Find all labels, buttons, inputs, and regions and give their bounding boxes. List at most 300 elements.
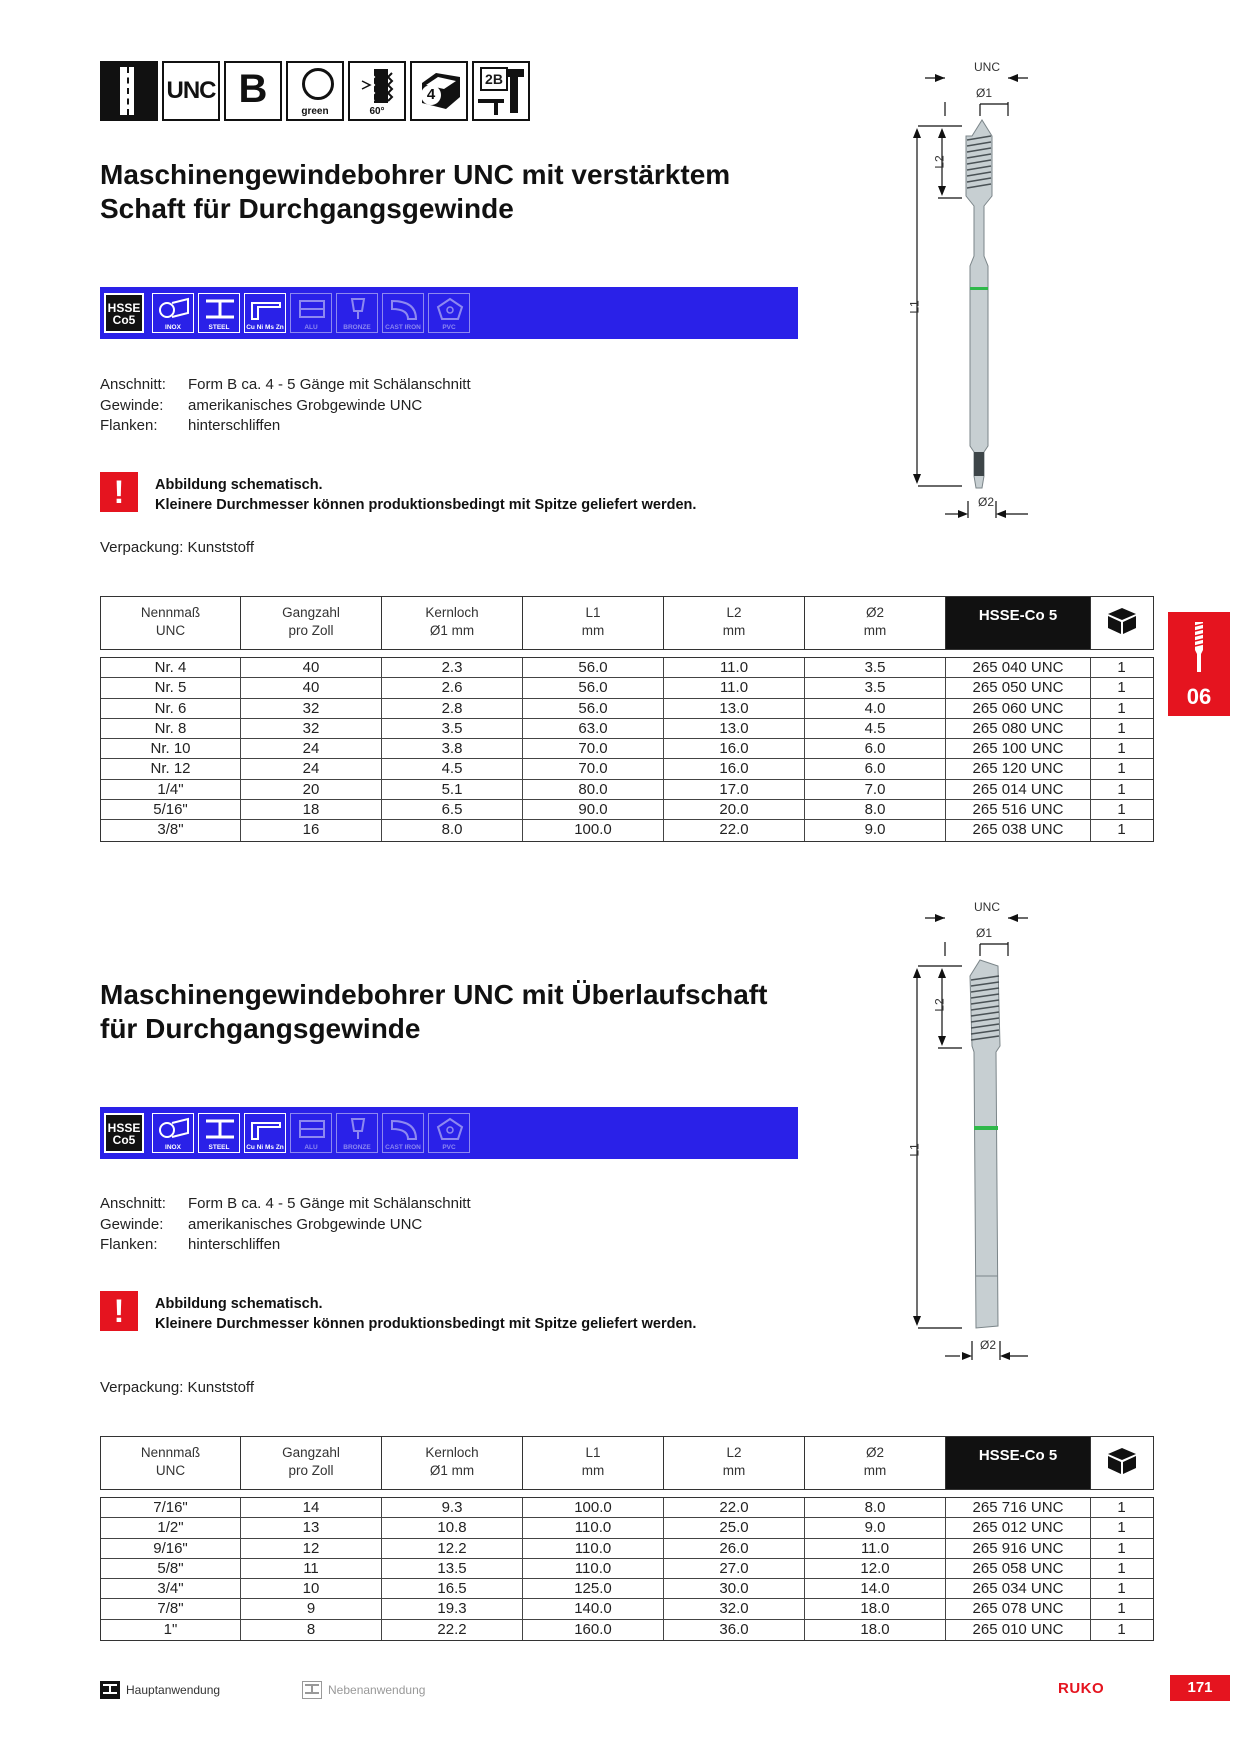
header-line1: L2 [726, 1445, 742, 1460]
table-row [101, 678, 1153, 698]
tap-drawing-2 [900, 896, 1040, 1361]
header-line2: mm [581, 1463, 605, 1478]
section-2-packaging: Verpackung: Kunststoff [100, 1379, 254, 1396]
header-gangzahl [241, 597, 382, 649]
cell-nennmass: 7/16" [101, 1498, 241, 1517]
cell-kernloch: 3.5 [382, 719, 523, 738]
hsse-badge-line2: Co5 [112, 313, 136, 327]
cell-gangzahl: 20 [241, 780, 382, 799]
cell-d2: 14.0 [805, 1579, 946, 1598]
section-1-title-line2: Schaft für Durchgangsgewinde [100, 193, 514, 224]
chapter-tab [1168, 612, 1230, 716]
table-row [101, 1579, 1153, 1599]
info-value: amerikanisches Grobgewinde UNC [188, 396, 423, 414]
cell-l1: 56.0 [523, 678, 664, 697]
header-line2: pro Zoll [288, 1463, 334, 1478]
cell-article-number: 265 014 UNC [946, 780, 1091, 799]
cell-quantity: 1 [1117, 801, 1126, 819]
cell-l2: 26.0 [664, 1539, 805, 1558]
cell-gangzahl: 12 [241, 1539, 382, 1558]
header-package [1091, 597, 1152, 649]
info-value: Form B ca. 4 - 5 Gänge mit Schälanschnitt [188, 1195, 471, 1212]
header-hsse-co5: HSSE-Co 5 [946, 1437, 1091, 1489]
cell-l1: 56.0 [523, 658, 664, 677]
material-label: INOX [165, 324, 181, 331]
header-line2: pro Zoll [288, 623, 334, 638]
cell-d2: 18.0 [805, 1620, 946, 1640]
tolerance-label: 2B [480, 67, 508, 91]
cell-article-number: 265 040 UNC [946, 658, 1091, 677]
table-row [101, 658, 1153, 678]
cell-l1: 63.0 [523, 719, 664, 738]
d1-label: Ø1 [976, 926, 993, 940]
warning-line2: Kleinere Durchmesser können produktionsbedingt mit Spitze geliefert werden. [155, 1316, 697, 1332]
warning-icon: ! [100, 472, 138, 512]
header-l1 [523, 1437, 664, 1489]
material-inox-icon [152, 293, 194, 333]
thread-angle-icon [348, 61, 406, 121]
cell-l2: 22.0 [664, 820, 805, 840]
hsse-badge-line2: Co5 [112, 1133, 136, 1147]
material-pvc-icon [428, 1113, 470, 1153]
cell-l1: 100.0 [523, 820, 664, 840]
section-1-table-header [100, 596, 1154, 650]
d2-label: Ø2 [980, 1338, 997, 1352]
header-line1: Ø2 [865, 1445, 884, 1460]
table-row [101, 1539, 1153, 1559]
warning-line2: Kleinere Durchmesser können produktionsbedingt mit Spitze geliefert werden. [155, 497, 697, 513]
cell-nennmass: 5/16" [101, 800, 241, 819]
section-1-packaging: Verpackung: Kunststoff [100, 539, 254, 556]
chamfer-form-label: B [238, 67, 268, 111]
cell-article-number: 265 120 UNC [946, 759, 1091, 778]
material-label: ALU [304, 1144, 318, 1151]
table-row [101, 820, 1153, 840]
cell-nennmass: Nr. 6 [101, 699, 241, 718]
material-label: BRONZE [343, 1144, 371, 1151]
cell-d2: 6.0 [805, 739, 946, 758]
material-label: CAST IRON [385, 1144, 421, 1151]
section-1-info [100, 375, 471, 437]
header-line2: UNC [155, 623, 186, 638]
header-line1: Nennmaß [140, 1445, 201, 1460]
section-1-title [100, 158, 820, 226]
hsse-badge-line1: HSSE [107, 1121, 141, 1135]
warning-line1: Abbildung schematisch. [155, 1296, 323, 1312]
thread-profile-icon [360, 67, 400, 105]
cell-article-number: 265 516 UNC [946, 800, 1091, 819]
cell-quantity: 1 [1117, 780, 1126, 798]
cell-l2: 32.0 [664, 1599, 805, 1618]
warning-icon: ! [100, 1291, 138, 1331]
cell-kernloch: 22.2 [382, 1620, 523, 1640]
footer-secondary-use [302, 1681, 425, 1699]
info-value: hinterschliffen [188, 1236, 281, 1253]
cell-l2: 13.0 [664, 719, 805, 738]
d2-label: Ø2 [978, 495, 995, 509]
info-value: hinterschliffen [188, 417, 281, 434]
material-label: ALU [304, 324, 318, 331]
tap-drawing-1 [900, 56, 1040, 521]
hsse-badge [104, 293, 144, 333]
cell-gangzahl: 14 [241, 1498, 382, 1517]
cell-d2: 8.0 [805, 1498, 946, 1517]
header-d2 [805, 1437, 946, 1489]
cell-gangzahl: 32 [241, 719, 382, 738]
material-label: PVC [442, 324, 456, 331]
header-line2: Ø1 mm [429, 623, 475, 638]
header-line1: L1 [585, 605, 601, 620]
cell-nennmass: 5/8" [101, 1559, 241, 1578]
info-row [100, 1194, 471, 1215]
cell-l1: 125.0 [523, 1579, 664, 1598]
section-2-material-bar [100, 1107, 798, 1159]
cell-l1: 160.0 [523, 1620, 664, 1640]
material-label: Cu Ni Ms Zn [246, 324, 284, 331]
header-line1: Kernloch [425, 605, 479, 620]
footer-main-use [100, 1681, 220, 1699]
cell-article-number: 265 058 UNC [946, 1559, 1091, 1578]
cell-gangzahl: 40 [241, 658, 382, 677]
cell-l1: 90.0 [523, 800, 664, 819]
cell-kernloch: 8.0 [382, 820, 523, 840]
cell-article-number: 265 050 UNC [946, 678, 1091, 697]
cell-l2: 25.0 [664, 1518, 805, 1537]
brand-logo: RUKO [1058, 1680, 1105, 1697]
cell-l2: 16.0 [664, 739, 805, 758]
material-steel-icon [198, 293, 240, 333]
header-kernloch [382, 1437, 523, 1489]
cell-gangzahl: 13 [241, 1518, 382, 1537]
flute-count-label: 4 [421, 85, 441, 105]
cell-quantity: 1 [1117, 699, 1126, 717]
steel-secondary-icon [302, 1681, 322, 1699]
cell-nennmass: Nr. 12 [101, 759, 241, 778]
feature-icon-strip [100, 61, 530, 125]
cell-quantity: 1 [1117, 679, 1126, 697]
page-number: 171 [1170, 1675, 1230, 1701]
section-1-table-body [100, 657, 1154, 842]
section-2-title-line2: für Durchgangsgewinde [100, 1013, 421, 1044]
cell-l1: 140.0 [523, 1599, 664, 1618]
cell-l2: 22.0 [664, 1498, 805, 1517]
footer-main-use-label: Hauptanwendung [126, 1683, 221, 1697]
cell-kernloch: 6.5 [382, 800, 523, 819]
tolerance-icon [472, 61, 530, 121]
cell-quantity: 1 [1117, 719, 1126, 737]
table-row [101, 1620, 1153, 1640]
cell-nennmass: 1/2" [101, 1518, 241, 1537]
cell-kernloch: 13.5 [382, 1559, 523, 1578]
cell-l2: 20.0 [664, 800, 805, 819]
header-line2: mm [722, 623, 746, 638]
cell-nennmass: 9/16" [101, 1539, 241, 1558]
cell-l1: 110.0 [523, 1559, 664, 1578]
tap-tool-icon [1190, 620, 1208, 674]
cell-quantity: 1 [1117, 760, 1126, 778]
info-key: Anschnitt: [100, 376, 166, 393]
info-key: Gewinde: [100, 1215, 164, 1233]
cell-l1: 70.0 [523, 759, 664, 778]
l2-label: L2 [932, 998, 947, 1012]
cell-l2: 16.0 [664, 759, 805, 778]
header-line2: mm [863, 1463, 887, 1478]
l1-label: L1 [907, 300, 922, 314]
material-pvc-icon [428, 293, 470, 333]
steel-main-icon [100, 1681, 120, 1699]
cell-nennmass: 3/8" [101, 820, 241, 840]
section-1-warning [100, 472, 820, 516]
cell-nennmass: 1/4" [101, 780, 241, 799]
header-nennmass [101, 1437, 241, 1489]
cell-l2: 11.0 [664, 658, 805, 677]
cell-quantity: 1 [1117, 1499, 1126, 1516]
cell-d2: 12.0 [805, 1559, 946, 1578]
hsse-badge-line1: HSSE [107, 301, 141, 315]
header-hsse-co5: HSSE-Co 5 [946, 597, 1091, 649]
material-cast-iron-icon [382, 1113, 424, 1153]
header-line1: Kernloch [425, 1445, 479, 1460]
header-l2 [664, 597, 805, 649]
cell-quantity: 1 [1117, 1519, 1126, 1537]
footer-secondary-use-label: Nebenanwendung [328, 1683, 426, 1697]
cell-kernloch: 5.1 [382, 780, 523, 799]
section-2-title [100, 978, 820, 1046]
shank-type-icon [100, 61, 158, 121]
section-1-title-line1: Maschinengewindebohrer UNC mit verstärktem [100, 159, 731, 190]
cell-quantity: 1 [1117, 1600, 1126, 1618]
chamfer-form-icon [224, 61, 282, 121]
cell-nennmass: 1" [101, 1620, 241, 1640]
material-bronze-icon [336, 293, 378, 333]
color-ring-icon [286, 61, 344, 121]
cell-d2: 4.5 [805, 719, 946, 738]
cell-quantity: 1 [1117, 740, 1126, 758]
cell-gangzahl: 9 [241, 1599, 382, 1618]
info-key: Flanken: [100, 417, 158, 434]
cell-quantity: 1 [1117, 821, 1126, 839]
cell-l1: 110.0 [523, 1539, 664, 1558]
cell-nennmass: 3/4" [101, 1579, 241, 1598]
cell-article-number: 265 012 UNC [946, 1518, 1091, 1537]
warning-text [155, 475, 696, 515]
thread-angle-label: 60° [369, 106, 385, 117]
header-nennmass [101, 597, 241, 649]
material-copper-icon [244, 1113, 286, 1153]
cell-l2: 30.0 [664, 1579, 805, 1598]
material-label: PVC [442, 1144, 456, 1151]
cell-kernloch: 19.3 [382, 1599, 523, 1618]
material-bronze-icon [336, 1113, 378, 1153]
info-row [100, 396, 471, 417]
info-key: Anschnitt: [100, 1195, 166, 1212]
cell-kernloch: 2.3 [382, 658, 523, 677]
cell-l1: 110.0 [523, 1518, 664, 1537]
cell-article-number: 265 034 UNC [946, 1579, 1091, 1598]
cell-article-number: 265 010 UNC [946, 1620, 1091, 1640]
cell-nennmass: Nr. 4 [101, 658, 241, 677]
header-line2: mm [863, 623, 887, 638]
package-icon [1105, 606, 1139, 636]
table-row [101, 699, 1153, 719]
cell-kernloch: 12.2 [382, 1539, 523, 1558]
material-copper-icon [244, 293, 286, 333]
material-label: INOX [165, 1144, 181, 1151]
info-key: Flanken: [100, 1236, 158, 1253]
cell-kernloch: 2.6 [382, 678, 523, 697]
cell-article-number: 265 916 UNC [946, 1539, 1091, 1558]
cell-nennmass: 7/8" [101, 1599, 241, 1618]
cell-quantity: 1 [1117, 1539, 1126, 1557]
cell-l2: 17.0 [664, 780, 805, 799]
header-line2: Ø1 mm [429, 1463, 475, 1478]
table-row [101, 800, 1153, 820]
cell-article-number: 265 080 UNC [946, 719, 1091, 738]
thread-type-icon [162, 61, 220, 121]
info-value: amerikanisches Grobgewinde UNC [188, 1215, 423, 1233]
color-ring-label: green [301, 106, 329, 117]
cell-d2: 9.0 [805, 820, 946, 840]
header-line1: L1 [585, 1445, 601, 1460]
cell-nennmass: Nr. 8 [101, 719, 241, 738]
cell-d2: 9.0 [805, 1518, 946, 1537]
cell-article-number: 265 100 UNC [946, 739, 1091, 758]
info-key: Gewinde: [100, 396, 164, 414]
table-row [101, 1559, 1153, 1579]
cell-l2: 13.0 [664, 699, 805, 718]
cell-gangzahl: 24 [241, 759, 382, 778]
table-row [101, 759, 1153, 779]
cell-d2: 4.0 [805, 699, 946, 718]
section-1-material-bar [100, 287, 798, 339]
package-icon [1105, 1446, 1139, 1476]
material-label: Cu Ni Ms Zn [246, 1144, 284, 1151]
header-l1 [523, 597, 664, 649]
cell-l1: 100.0 [523, 1498, 664, 1517]
thread-type-label: UNC [166, 77, 216, 104]
material-steel-icon [198, 1113, 240, 1153]
cell-l2: 36.0 [664, 1620, 805, 1640]
cell-gangzahl: 32 [241, 699, 382, 718]
unc-label: UNC [974, 60, 1000, 74]
section-2-table-body [100, 1497, 1154, 1641]
cell-gangzahl: 18 [241, 800, 382, 819]
cell-d2: 8.0 [805, 800, 946, 819]
cell-quantity: 1 [1117, 1620, 1126, 1638]
cell-nennmass: Nr. 10 [101, 739, 241, 758]
info-row [100, 1235, 471, 1256]
cell-kernloch: 9.3 [382, 1498, 523, 1517]
info-row [100, 375, 471, 396]
warning-text [155, 1294, 696, 1334]
header-line1: Gangzahl [282, 1445, 340, 1460]
cell-article-number: 265 038 UNC [946, 820, 1091, 840]
cell-nennmass: Nr. 5 [101, 678, 241, 697]
header-gangzahl [241, 1437, 382, 1489]
cell-kernloch: 4.5 [382, 759, 523, 778]
cell-d2: 3.5 [805, 678, 946, 697]
cell-gangzahl: 11 [241, 1559, 382, 1578]
table-row [101, 1498, 1153, 1518]
material-label: STEEL [208, 324, 230, 331]
info-row [100, 1215, 471, 1236]
material-label: STEEL [208, 1144, 230, 1151]
header-d2 [805, 597, 946, 649]
header-line1: Nennmaß [140, 605, 201, 620]
cell-l1: 70.0 [523, 739, 664, 758]
cell-l2: 27.0 [664, 1559, 805, 1578]
section-2-warning [100, 1291, 820, 1335]
unc-label: UNC [974, 900, 1000, 914]
hsse-badge [104, 1113, 144, 1153]
header-kernloch [382, 597, 523, 649]
material-inox-icon [152, 1113, 194, 1153]
l2-label: L2 [932, 155, 947, 169]
cell-gangzahl: 8 [241, 1620, 382, 1640]
material-label: CAST IRON [385, 324, 421, 331]
cell-article-number: 265 078 UNC [946, 1599, 1091, 1618]
section-2-table-header [100, 1436, 1154, 1490]
cell-gangzahl: 10 [241, 1579, 382, 1598]
cell-gangzahl: 40 [241, 678, 382, 697]
cell-gangzahl: 16 [241, 820, 382, 840]
cell-d2: 18.0 [805, 1599, 946, 1618]
header-line2: mm [722, 1463, 746, 1478]
cell-d2: 3.5 [805, 658, 946, 677]
table-row [101, 1599, 1153, 1619]
chapter-number: 06 [1186, 684, 1212, 709]
header-line1: L2 [726, 605, 742, 620]
cell-quantity: 1 [1117, 1580, 1126, 1598]
cell-gangzahl: 24 [241, 739, 382, 758]
cell-l1: 80.0 [523, 780, 664, 799]
material-alu-icon [290, 293, 332, 333]
header-line2: mm [581, 623, 605, 638]
cell-d2: 6.0 [805, 759, 946, 778]
cell-quantity: 1 [1117, 1559, 1126, 1577]
section-2-info [100, 1194, 471, 1256]
table-row [101, 780, 1153, 800]
table-row [101, 739, 1153, 759]
flute-count-icon [410, 61, 468, 121]
cell-d2: 11.0 [805, 1539, 946, 1558]
cell-kernloch: 10.8 [382, 1518, 523, 1537]
cell-l2: 11.0 [664, 678, 805, 697]
material-alu-icon [290, 1113, 332, 1153]
material-cast-iron-icon [382, 293, 424, 333]
d1-label: Ø1 [976, 86, 993, 100]
table-row [101, 719, 1153, 739]
cell-kernloch: 3.8 [382, 739, 523, 758]
cell-d2: 7.0 [805, 780, 946, 799]
l1-label: L1 [907, 1143, 922, 1157]
cell-article-number: 265 716 UNC [946, 1498, 1091, 1517]
cell-quantity: 1 [1117, 659, 1126, 676]
cell-article-number: 265 060 UNC [946, 699, 1091, 718]
header-line1: Ø2 [865, 605, 884, 620]
section-2-title-line1: Maschinengewindebohrer UNC mit Überlaufschaft [100, 979, 768, 1010]
header-l2 [664, 1437, 805, 1489]
cell-kernloch: 2.8 [382, 699, 523, 718]
info-value: Form B ca. 4 - 5 Gänge mit Schälanschnitt [188, 376, 471, 393]
info-row [100, 416, 471, 437]
table-row [101, 1518, 1153, 1538]
header-line2: UNC [155, 1463, 186, 1478]
material-label: BRONZE [343, 324, 371, 331]
warning-line1: Abbildung schematisch. [155, 477, 323, 493]
header-line1: Gangzahl [282, 605, 340, 620]
header-package [1091, 1437, 1152, 1489]
